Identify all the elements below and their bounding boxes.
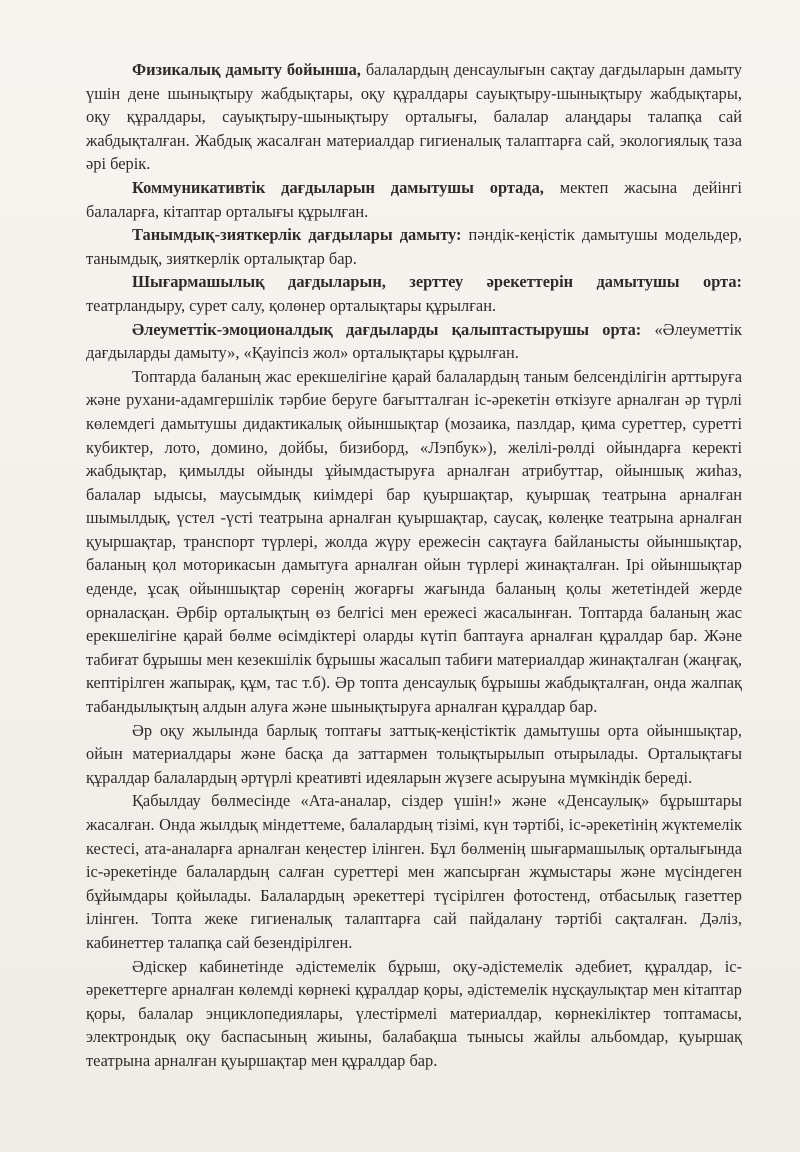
paragraph-yearly [86, 719, 742, 790]
paragraph-text: Әр оқу жылында барлық топтағы заттық-кеңістіктік дамытушы орта ойыншықтар, ойын материалдары және басқа да заттармен толықтырылып отырылады. Орталықтағы құралдар балалардың әртүрлі креативті идеяларын жүзеге асыруына мүмкіндік береді. [86, 720, 742, 787]
paragraph-physical [86, 58, 742, 176]
paragraph-heading: Коммуникативтік дағдыларын дамытушы ортада, [132, 177, 544, 197]
paragraph-creative [86, 270, 742, 317]
paragraph-social-emotional [86, 318, 742, 365]
paragraph-heading: Физикалық дамыту бойынша, [132, 60, 361, 79]
paragraph-groups [86, 365, 742, 719]
paragraph-text: «Әлеуметтік дағдыларды дамыту», «Қауіпсіз жол» орталықтары құрылған. [86, 319, 742, 363]
paragraph-text: Топтарда баланың жас ерекшелігіне қарай балалардың таным белсенділігін арттыруға және рухани-адамгершілік тәрбие беруге бағытталған іс-әрекетін өткізуге арналған әр түрлі көлемдегі дамытушы дидактикалық ойыншықтар (мозаика, пазлдар, қима суреттер, суретті кубиктер, лото, домино, дойбы, бизиборд, «Лэпбук»), желілі-рөлді ойындарға керекті жабдықтар, қимылды ойынды ұйымдастыруға арналған атрибуттар, ойыншық жиһаз, балалар ыдысы, маусымдық киімдері бар қуыршақтар, қуыршақ театрына арналған шымылдық, үстел -үсті театрына арналған қуыршақтар, саусақ, көлеңке театрына арналған қуыршақтар, транспорт түрлері, жолда жүру ережесін сақтауға байланысты ойыншықтар, баланың қол моторикасын дамытуға арналған ойын түрлері жинақталған. Ірі ойыншықтар еденде, ұсақ ойыншықтар сөренің жоғарғы жағында баланың қолы жететіндей жерде орналасқан. Әрбір орталықтың өз белгісі мен ережесі жасалынған. Топтарда баланың жас ерекшелігіне қарай бөлме өсімдіктері оларды күтіп баптауға арналған құралдар бар. Және табиғат бұрышы мен кезекшілік бұрышы жасалып табиғи материалдар жинақталған (жаңғақ, кептірілген жапырақ, құм, тас т.б). Әр топта денсаулық бұрышы жабдықталған, онда жалпақ табандылықтың алдын алуға және шынықтыруға арналған құралдар бар. [86, 366, 742, 717]
paragraph-text: балалардың денсаулығын сақтау дағдыларын дамыту үшін дене шынықтыру жабдықтары, оқу құралдары сауықтыру-шынықтыру жабдықтары, оқу құралдары, сауықтыру-шынықтыру орталығы, балалар алаңдары талапқа сай жабдықталған. Жабдық жасалған материалдар гигиеналық талаптарға сай, экологиялық таза әрі берік. [86, 60, 742, 174]
paragraph-heading: Әлеуметтік-эмоционалдық дағдыларды қалыптастырушы орта: [132, 319, 642, 339]
paragraph-text: театрландыру, сурет салу, қолөнер орталықтары құрылған. [86, 295, 497, 315]
paragraph-methodist [86, 955, 742, 1073]
paragraph-reception [86, 789, 742, 954]
paragraph-cognitive [86, 223, 742, 270]
paragraph-text: Қабылдау бөлмесінде «Ата-аналар, сіздер үшін!» және «Денсаулық» бұрыштары жасалған. Онда жылдық міндеттеме, балалардың тізімі, күн тәртібі, іс-әрекетінің жүктемелік кестесі, ата-аналарға арналған кеңестер ілінген. Бұл бөлменің шығармашылық орталығында іс-әрекетінде балалардың салған суреттері мен жапсырған жұмыстары және мүсіндеген бұйымдары қойылады. Балалардың әрекеттері түсірілген фотостенд, отбасылық газеттер ілінген. Топта жеке гигиеналық талаптарға сай пайдалану тәртібі сақталған. Дәліз, кабинеттер талапқа сай безендірілген. [86, 791, 742, 952]
paragraph-text: пәндік-кеңістік дамытушы модельдер, танымдық, зияткерлік орталықтар бар. [86, 225, 742, 268]
paragraph-text: мектеп жасына дейінгі балаларға, кітаптар орталығы құрылған. [86, 177, 742, 221]
paragraph-text: Әдіскер кабинетінде әдістемелік бұрыш, оқу-әдістемелік әдебиет, құралдар, іс-әрекеттерге арналған көлемді көрнекі құралдар қоры, әдістемелік нұсқаулықтар мен кітаптар қоры, балалар энциклопедиялары, үлестірмелі материалдар, көрнекіліктер топтамасы, электрондық оқу баспасының жиыны, балабақша тынысы жайлы альбомдар, қуыршақ театрына арналған қуыршақтар мен құралдар бар. [86, 956, 742, 1070]
paragraph-communicative [86, 176, 742, 223]
paragraph-heading: Танымдық-зияткерлік дағдылары дамыту: [132, 225, 462, 245]
paragraph-heading: Шығармашылық дағдыларын, зерттеу әрекеттерін дамытушы орта: [132, 272, 742, 292]
